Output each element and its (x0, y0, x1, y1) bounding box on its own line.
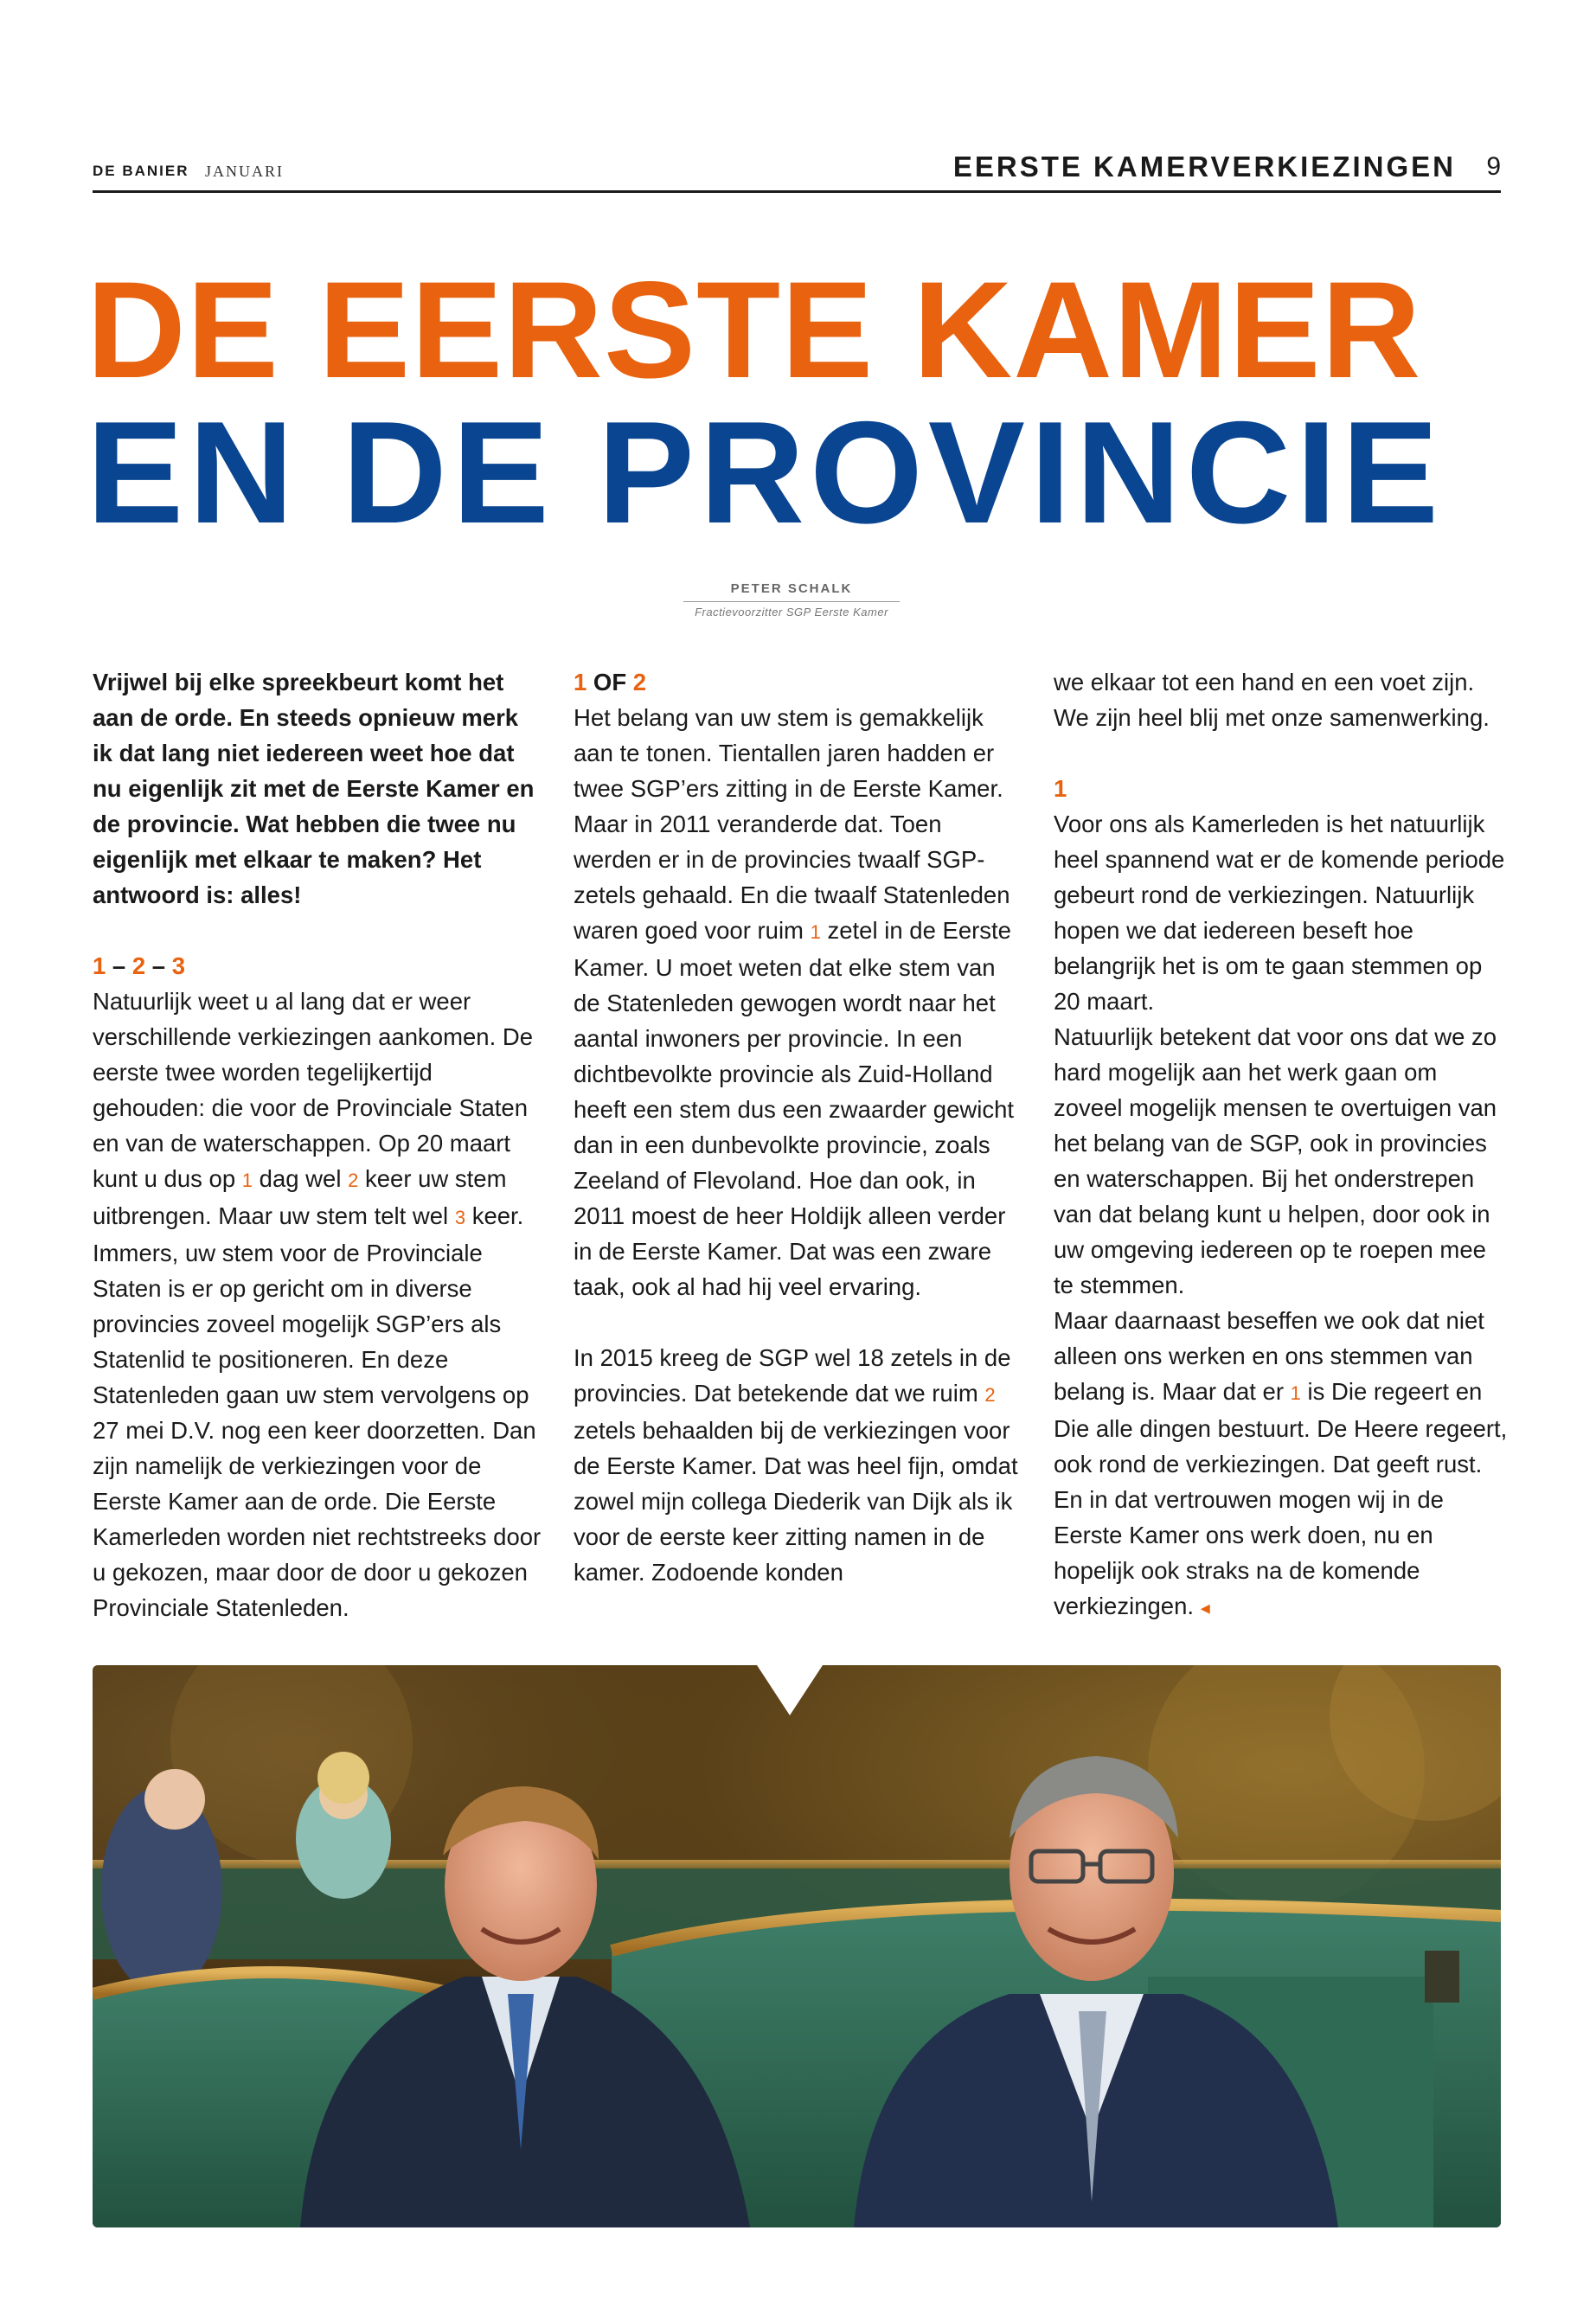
headline-line-1: DE EERSTE KAMER (87, 253, 1422, 407)
subheading-1-2-3: 1 – 2 – 3 (93, 952, 186, 979)
end-mark-icon: ◂ (1200, 1597, 1210, 1618)
photo-notch (757, 1665, 823, 1715)
author-role: Fractievoorzitter SGP Eerste Kamer (695, 606, 888, 619)
article-column-1 (93, 664, 542, 1625)
body-paragraph: we elkaar tot een hand en een voet zijn. We zijn heel blij met onze samenwerking. (1054, 669, 1490, 731)
subheading-1-of-2: 1 OF 2 (574, 669, 647, 695)
article-column-3 (1054, 664, 1508, 1625)
body-paragraph: Maar daarnaast beseffen we ook dat niet alleen ons werken en ons stemmen van belang is. Maar dat er 1 is Die regeert en Die alle dingen bestuurt. De Heere regeert, ook rond de verkiezingen. Dat geeft rust. En in dat vertrouwen mogen wij in de Eerste Kamer ons werk doen, nu en hopelijk ook straks na de komende verkiezingen. ◂ (1054, 1307, 1508, 1619)
article-photo (93, 1665, 1501, 2227)
subheading-1: 1 (1054, 775, 1067, 802)
article-column-2 (574, 664, 1023, 1590)
page-number: 9 (1486, 152, 1501, 181)
section-title: EERSTE KAMERVERKIEZINGEN (952, 151, 1456, 183)
page-header (93, 151, 1501, 194)
body-paragraph: Voor ons als Kamerleden is het natuurlijk heel spannend wat er de komende periode gebeurt rond de verkiezingen. Natuurlijk hopen we dat iedereen beseft hoe belangrijk het is om te gaan stemmen op 20 maart. (1054, 811, 1505, 1015)
body-paragraph: In 2015 kreeg de SGP wel 18 zetels in de provincies. Dat betekende dat we ruim 2 zetels behaalden bij de verkiezingen voor de Eerste Kamer. Dat was heel fijn, omdat zowel mijn collega Diederik van Dijk als ik voor de eerste keer zitting namen in de kamer. Zodoende konden (574, 1344, 1018, 1586)
body-paragraph: Natuurlijk weet u al lang dat er weer verschillende verkiezingen aankomen. De eerste twee worden tegelijkertijd gehouden: die voor de Provinciale Staten en van de waterschappen. Op 20 maart kunt u dus op 1 dag wel 2 keer uw stem uitbrengen. Maar uw stem telt wel 3 keer. Immers, uw stem voor de Provinciale Staten is er op gericht om in diverse provincies zoveel mogelijk SGP’ers als Statenlid te positioneren. En deze Statenleden gaan uw stem vervolgens op 27 mei D.V. nog een keer doorzetten. Dan zijn namelijk de verkiezingen voor de Eerste Kamer aan de orde. Die Eerste Kamerleden worden niet rechtstreeks door u gekozen, maar door de door u gekozen Provinciale Statenleden. (93, 988, 542, 1621)
byline-divider (683, 601, 900, 602)
body-paragraph: Het belang van uw stem is gemakkelijk aan te tonen. Tientallen jaren hadden er twee SGP’ers zitting in de Eerste Kamer. Maar in 2011 veranderde dat. Toen werden er in de provincies twaalf SGP-zetels gehaald. En die twaalf Statenleden waren goed voor ruim 1 zetel in de Eerste Kamer. U moet weten dat elke stem van de Statenleden gewogen wordt naar het aantal inwoners per provincie. In een dichtbevolkte provincie als Zuid-Holland heeft een stem dus een zwaarder gewicht dan in een dunbevolkte provincie, zoals Zeeland of Flevoland. Hoe dan ook, in 2011 moest de heer Holdijk alleen verder in de Eerste Kamer. Dat was een zware taak, ook al had hij veel ervaring. (574, 704, 1015, 1300)
lead-paragraph: Vrijwel bij elke spreekbeurt komt het aan de orde. En steeds opnieuw merk ik dat lang niet iedereen weet hoe dat nu eigenlijk zit met de Eerste Kamer en de provincie. Wat hebben die twee nu eigenlijk met elkaar te maken? Het antwoord is: alles! (93, 669, 535, 908)
headline-word-de: DE (342, 391, 554, 554)
body-paragraph: Natuurlijk betekent dat voor ons dat we zo hard mogelijk aan het werk gaan om zoveel mogelijk mensen te overtuigen van het belang van de SGP, ook in provincies en waterschappen. Bij het onderstrepen van dat belang kunt u helpen, door ook in uw omgeving iedereen op te roepen mee te stemmen. (1054, 1023, 1497, 1298)
author-name: PETER SCHALK (730, 581, 853, 596)
issue-month: JANUARI (205, 163, 285, 180)
byline (675, 581, 908, 619)
headline-line-2 (87, 391, 1509, 554)
headline-word-provincie: PROVINCIE (597, 391, 1444, 554)
photo-illustration (93, 1665, 1501, 2227)
headline-word-en: EN (87, 391, 299, 554)
header-rule (93, 190, 1501, 193)
publication-name: DE BANIER (93, 163, 189, 179)
